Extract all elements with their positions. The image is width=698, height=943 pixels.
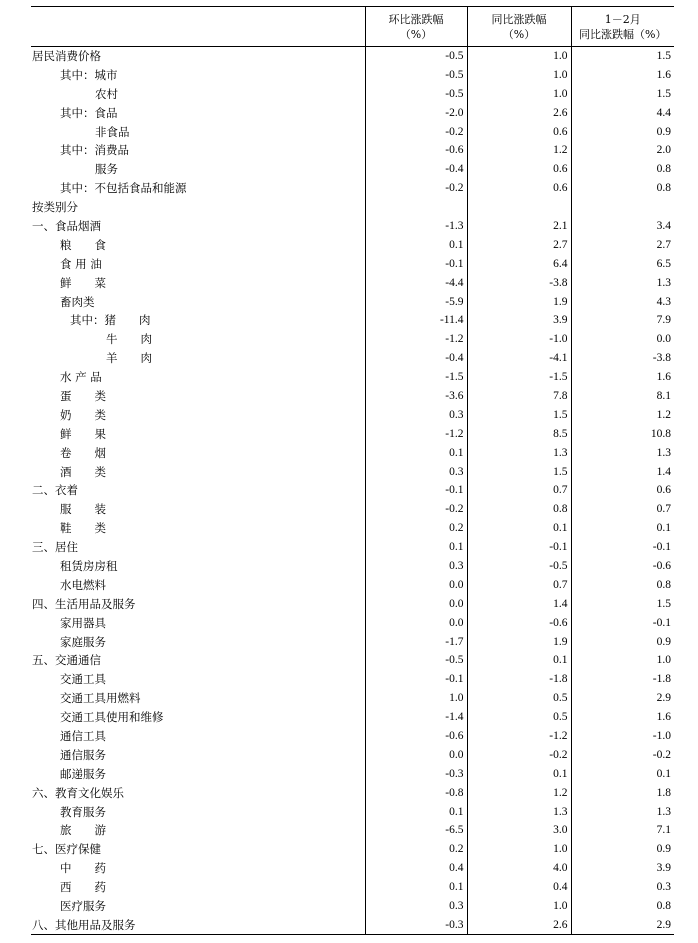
cell-ytd: 1.6: [571, 708, 674, 727]
cell-mom: 0.0: [365, 594, 467, 613]
row-label: 其中：不包括食品和能源: [60, 181, 187, 196]
cell-mom: -0.2: [365, 179, 467, 198]
row-label: 一、食品烟酒: [32, 218, 101, 233]
cell-ytd: 0.1: [571, 519, 674, 538]
row-label: 水电燃料: [60, 577, 106, 592]
cell-mom: 0.0: [365, 613, 467, 632]
table-row: [31, 254, 674, 273]
row-label: 其中：消费品: [60, 143, 129, 158]
cell-yoy: -1.8: [467, 670, 571, 689]
cell-mom: 0.1: [365, 443, 467, 462]
cell-yoy: 1.2: [467, 141, 571, 160]
cell-ytd: 1.6: [571, 368, 674, 387]
table-row: [31, 84, 674, 103]
cell-ytd: 3.4: [571, 217, 674, 236]
cell-ytd: -0.6: [571, 557, 674, 576]
table-row: [31, 897, 674, 916]
cell-yoy: 6.4: [467, 254, 571, 273]
cell-mom: -1.2: [365, 424, 467, 443]
row-label: 交通工具用燃料: [60, 691, 141, 706]
table-row: [31, 594, 674, 613]
cell-yoy: 3.9: [467, 311, 571, 330]
cell-ytd: 0.7: [571, 500, 674, 519]
cell-yoy: 1.3: [467, 802, 571, 821]
row-label: 服 装: [60, 502, 106, 517]
table-row: [31, 519, 674, 538]
cell-ytd: 3.9: [571, 859, 674, 878]
table-row: [31, 727, 674, 746]
row-label: 六、教育文化娱乐: [32, 785, 124, 800]
table-row: [31, 273, 674, 292]
row-label: 通信服务: [60, 747, 106, 762]
cell-ytd: 7.1: [571, 821, 674, 840]
cell-ytd: 0.9: [571, 632, 674, 651]
cell-yoy: 1.0: [467, 47, 571, 66]
header-yoy: [467, 7, 571, 47]
cell-ytd: 10.8: [571, 424, 674, 443]
cell-yoy: 1.0: [467, 840, 571, 859]
table-row: [31, 443, 674, 462]
row-label: 按类别分: [32, 200, 78, 215]
cell-yoy: 0.1: [467, 651, 571, 670]
row-label: 教育服务: [60, 804, 106, 819]
cell-mom: [365, 198, 467, 217]
row-label: 四、生活用品及服务: [32, 596, 136, 611]
cell-mom: -0.2: [365, 500, 467, 519]
cell-mom: -1.5: [365, 368, 467, 387]
cell-mom: -0.6: [365, 141, 467, 160]
cell-mom: -1.4: [365, 708, 467, 727]
cell-mom: 0.0: [365, 745, 467, 764]
cell-ytd: 1.3: [571, 443, 674, 462]
row-label: 鞋 类: [60, 521, 106, 536]
row-label: 五、交通通信: [32, 653, 101, 668]
row-label: 旅 游: [60, 823, 106, 838]
table-row: [31, 368, 674, 387]
header-label-blank: [31, 7, 365, 47]
table-row: [31, 575, 674, 594]
table-row: [31, 689, 674, 708]
cell-ytd: 0.8: [571, 897, 674, 916]
cell-yoy: 3.0: [467, 821, 571, 840]
row-label: 水 产 品: [60, 370, 102, 385]
cell-yoy: 1.4: [467, 594, 571, 613]
header-mom: [365, 7, 467, 47]
table-header: [31, 7, 674, 47]
cell-mom: -5.9: [365, 292, 467, 311]
cell-yoy: -4.1: [467, 349, 571, 368]
cell-mom: -0.4: [365, 160, 467, 179]
cell-yoy: 1.3: [467, 443, 571, 462]
cell-yoy: 1.9: [467, 632, 571, 651]
cell-ytd: 7.9: [571, 311, 674, 330]
cell-mom: -4.4: [365, 273, 467, 292]
table-row: [31, 481, 674, 500]
table-row: [31, 538, 674, 557]
cell-yoy: 0.5: [467, 689, 571, 708]
table-row: [31, 500, 674, 519]
header-mom-title: 环比涨跌幅: [388, 12, 444, 26]
cell-mom: -0.4: [365, 349, 467, 368]
row-label: 居民消费价格: [32, 49, 101, 64]
cell-ytd: -0.1: [571, 613, 674, 632]
cell-yoy: 0.6: [467, 160, 571, 179]
cell-ytd: 0.9: [571, 840, 674, 859]
cell-yoy: 1.5: [467, 462, 571, 481]
cell-ytd: 2.9: [571, 915, 674, 934]
table-row: [31, 764, 674, 783]
cell-mom: 0.3: [365, 405, 467, 424]
row-label: 鲜 果: [60, 426, 106, 441]
cell-ytd: 0.1: [571, 764, 674, 783]
cell-yoy: 2.7: [467, 235, 571, 254]
row-label: 羊 肉: [106, 351, 152, 366]
table-row: [31, 198, 674, 217]
cell-yoy: 0.6: [467, 122, 571, 141]
table-row: [31, 405, 674, 424]
cell-mom: 0.0: [365, 575, 467, 594]
cell-ytd: 1.8: [571, 783, 674, 802]
cell-ytd: 2.7: [571, 235, 674, 254]
cell-ytd: -0.2: [571, 745, 674, 764]
cell-mom: -0.5: [365, 47, 467, 66]
row-label: 二、衣着: [32, 483, 78, 498]
table-row: [31, 878, 674, 897]
table-row: [31, 141, 674, 160]
cell-yoy: 1.0: [467, 65, 571, 84]
cell-yoy: 0.1: [467, 519, 571, 538]
cell-mom: -1.3: [365, 217, 467, 236]
cell-ytd: -0.1: [571, 538, 674, 557]
row-label: 牛 肉: [106, 332, 152, 347]
cell-yoy: 2.6: [467, 103, 571, 122]
cell-ytd: 1.6: [571, 65, 674, 84]
cell-yoy: 4.0: [467, 859, 571, 878]
cell-yoy: 7.8: [467, 387, 571, 406]
row-label: 其中：城市: [60, 67, 118, 82]
cell-mom: 0.2: [365, 840, 467, 859]
table-row: [31, 802, 674, 821]
row-label: 西 药: [60, 880, 106, 895]
header-ytd-period: 1－2月: [604, 12, 641, 26]
row-label: 医疗服务: [60, 899, 106, 914]
row-label: 家庭服务: [60, 634, 106, 649]
cell-yoy: 2.6: [467, 915, 571, 934]
cell-ytd: 2.9: [571, 689, 674, 708]
cell-mom: -1.2: [365, 330, 467, 349]
table-row: [31, 217, 674, 236]
cell-ytd: 0.8: [571, 575, 674, 594]
cpi-table: [31, 6, 674, 935]
table-row: [31, 821, 674, 840]
cell-ytd: 0.9: [571, 122, 674, 141]
cell-mom: 0.1: [365, 878, 467, 897]
cell-yoy: 0.7: [467, 575, 571, 594]
cell-yoy: -0.2: [467, 745, 571, 764]
cell-yoy: 1.0: [467, 84, 571, 103]
header-mom-unit: （%）: [399, 27, 433, 41]
cell-yoy: 1.2: [467, 783, 571, 802]
cell-ytd: 0.8: [571, 179, 674, 198]
row-label: 家用器具: [60, 615, 106, 630]
cell-yoy: -0.6: [467, 613, 571, 632]
cell-ytd: 4.3: [571, 292, 674, 311]
cell-yoy: 0.1: [467, 764, 571, 783]
row-label: 酒 类: [60, 464, 106, 479]
table-row: [31, 65, 674, 84]
table-row: [31, 632, 674, 651]
row-label: 三、居住: [32, 540, 78, 555]
cell-ytd: -3.8: [571, 349, 674, 368]
cell-mom: -1.7: [365, 632, 467, 651]
row-label: 粮 食: [60, 237, 106, 252]
cell-ytd: 4.4: [571, 103, 674, 122]
cell-yoy: 0.6: [467, 179, 571, 198]
cell-ytd: 8.1: [571, 387, 674, 406]
cell-ytd: 0.6: [571, 481, 674, 500]
cell-ytd: 1.3: [571, 273, 674, 292]
cell-yoy: -1.2: [467, 727, 571, 746]
cell-yoy: 1.9: [467, 292, 571, 311]
table-row: [31, 613, 674, 632]
header-yoy-unit: （%）: [502, 27, 536, 41]
table-row: [31, 708, 674, 727]
table-row: [31, 330, 674, 349]
cell-yoy: [467, 198, 571, 217]
cell-ytd: 1.5: [571, 594, 674, 613]
row-label: 邮递服务: [60, 766, 106, 781]
cell-mom: -0.1: [365, 254, 467, 273]
cell-mom: 0.1: [365, 235, 467, 254]
row-label: 农村: [95, 86, 118, 101]
row-label: 交通工具: [60, 672, 106, 687]
cell-yoy: 1.0: [467, 897, 571, 916]
table-row: [31, 859, 674, 878]
cell-mom: -11.4: [365, 311, 467, 330]
table-row: [31, 745, 674, 764]
cell-mom: -0.2: [365, 122, 467, 141]
row-label: 租赁房房租: [60, 558, 118, 573]
cell-mom: 0.3: [365, 462, 467, 481]
cell-yoy: 1.5: [467, 405, 571, 424]
cell-ytd: 1.0: [571, 651, 674, 670]
cell-mom: 0.4: [365, 859, 467, 878]
cell-mom: 0.1: [365, 538, 467, 557]
cell-mom: -0.3: [365, 915, 467, 934]
table-row: [31, 462, 674, 481]
table-row: [31, 160, 674, 179]
row-label: 交通工具使用和维修: [60, 710, 164, 725]
cell-ytd: 6.5: [571, 254, 674, 273]
row-label: 非食品: [95, 124, 130, 139]
cell-ytd: -1.8: [571, 670, 674, 689]
cell-mom: 1.0: [365, 689, 467, 708]
cell-mom: -0.5: [365, 84, 467, 103]
cell-mom: 0.2: [365, 519, 467, 538]
cell-yoy: 0.5: [467, 708, 571, 727]
row-label: 其中：食品: [60, 105, 118, 120]
row-label: 蛋 类: [60, 388, 106, 403]
cell-yoy: -0.1: [467, 538, 571, 557]
row-label: 畜肉类: [60, 294, 95, 309]
cell-yoy: -1.0: [467, 330, 571, 349]
cell-ytd: 0.0: [571, 330, 674, 349]
table-row: [31, 387, 674, 406]
cell-mom: 0.3: [365, 557, 467, 576]
table-body: [31, 47, 674, 935]
table-row: [31, 915, 674, 934]
table-row: [31, 311, 674, 330]
row-label: 其中：猪 肉: [70, 313, 151, 328]
cell-ytd: [571, 198, 674, 217]
table-row: [31, 122, 674, 141]
row-label: 服务: [95, 162, 118, 177]
cell-mom: -0.6: [365, 727, 467, 746]
header-yoy-title: 同比涨跌幅: [491, 12, 547, 26]
table-row: [31, 651, 674, 670]
table-row: [31, 103, 674, 122]
cell-mom: -0.3: [365, 764, 467, 783]
cell-mom: -0.5: [365, 651, 467, 670]
cell-ytd: 1.2: [571, 405, 674, 424]
cell-ytd: 1.5: [571, 47, 674, 66]
cell-ytd: 1.3: [571, 802, 674, 821]
table-row: [31, 783, 674, 802]
cell-mom: 0.1: [365, 802, 467, 821]
table-row: [31, 47, 674, 66]
cell-mom: -6.5: [365, 821, 467, 840]
row-label: 奶 类: [60, 407, 106, 422]
cell-yoy: -1.5: [467, 368, 571, 387]
cell-mom: -0.1: [365, 670, 467, 689]
header-ytd: [571, 7, 674, 47]
table-row: [31, 557, 674, 576]
table-row: [31, 840, 674, 859]
cell-ytd: 1.5: [571, 84, 674, 103]
cell-mom: 0.3: [365, 897, 467, 916]
row-label: 七、医疗保健: [32, 842, 101, 857]
cell-mom: -0.5: [365, 65, 467, 84]
cell-yoy: -0.5: [467, 557, 571, 576]
table-row: [31, 179, 674, 198]
cell-ytd: -1.0: [571, 727, 674, 746]
cell-ytd: 2.0: [571, 141, 674, 160]
cell-yoy: 0.7: [467, 481, 571, 500]
row-label: 卷 烟: [60, 445, 106, 460]
cell-mom: -3.6: [365, 387, 467, 406]
cell-yoy: -3.8: [467, 273, 571, 292]
header-ytd-title: 同比涨跌幅（%）: [579, 27, 667, 41]
table-row: [31, 235, 674, 254]
row-label: 鲜 菜: [60, 275, 106, 290]
cell-yoy: 0.8: [467, 500, 571, 519]
cell-mom: -2.0: [365, 103, 467, 122]
table-row: [31, 424, 674, 443]
cell-yoy: 0.4: [467, 878, 571, 897]
cell-ytd: 0.3: [571, 878, 674, 897]
cell-ytd: 0.8: [571, 160, 674, 179]
cell-yoy: 8.5: [467, 424, 571, 443]
cell-ytd: 1.4: [571, 462, 674, 481]
table-row: [31, 349, 674, 368]
row-label: 食 用 油: [60, 256, 102, 271]
row-label: 通信工具: [60, 729, 106, 743]
cell-mom: -0.1: [365, 481, 467, 500]
row-label: 八、其他用品及服务: [31, 915, 365, 934]
cell-mom: -0.8: [365, 783, 467, 802]
table-row: [31, 670, 674, 689]
cell-yoy: 2.1: [467, 217, 571, 236]
row-label: 中 药: [60, 861, 106, 876]
table-row: [31, 292, 674, 311]
